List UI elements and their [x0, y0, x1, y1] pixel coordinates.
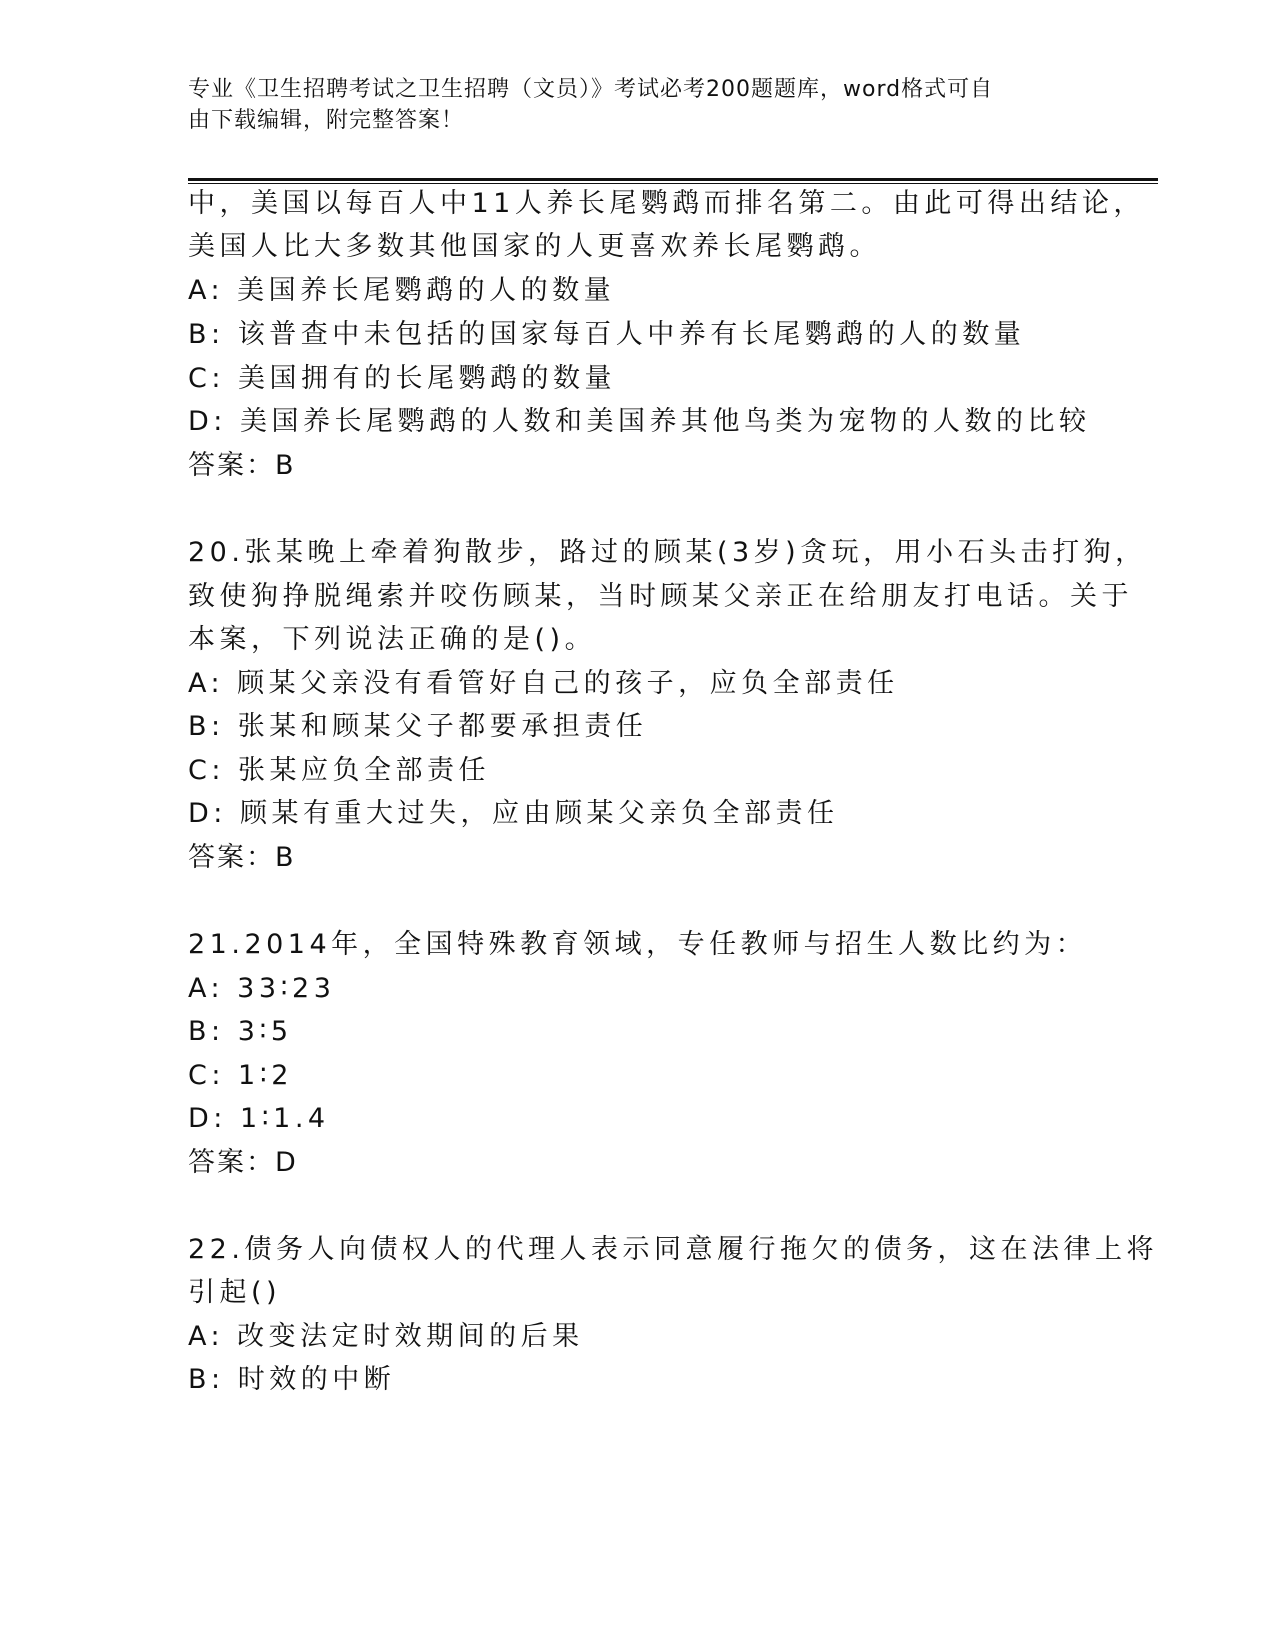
question-20-answer: 答案：B: [188, 842, 296, 873]
page-header: [188, 74, 1068, 136]
question-20-option-d: D: 顾某有重大过失，应由顾某父亲负全部责任: [188, 798, 839, 829]
question-20-text-line-1: 20.张某晚上牵着狗散步，路过的顾某(3岁)贪玩，用小石头击打狗，: [188, 537, 1147, 568]
question-19-text-line-2: 美国人比大多数其他国家的人更喜欢养长尾鹦鹉。: [188, 231, 881, 262]
question-20-option-b: B: 张某和顾某父子都要承担责任: [188, 711, 648, 742]
question-19-option-b: B: 该普查中未包括的国家每百人中养有长尾鹦鹉的人的数量: [188, 319, 1026, 350]
question-19-text-line-1: 中，美国以每百人中11人养长尾鹦鹉而排名第二。由此可得出结论，: [188, 188, 1145, 219]
question-22-option-a: A: 改变法定时效期间的后果: [188, 1321, 584, 1352]
header-line-2: 由下载编辑，附完整答案！: [188, 108, 465, 133]
question-19-option-c: C: 美国拥有的长尾鹦鹉的数量: [188, 363, 617, 394]
question-20-option-c: C: 张某应负全部责任: [188, 755, 491, 786]
question-20-text-line-3: 本案，下列说法正确的是()。: [188, 624, 597, 655]
question-21-option-d: D: 1∶1.4: [188, 1103, 330, 1134]
question-21-option-a: A: 33∶23: [188, 973, 336, 1004]
header-line-1: 专业《卫生招聘考试之卫生招聘（文员）》考试必考200题题库，word格式可自: [188, 77, 994, 102]
question-21-text-line-1: 21.2014年，全国特殊教育领域，专任教师与招生人数比约为：: [188, 929, 1088, 960]
question-22-option-b: B: 时效的中断: [188, 1364, 396, 1395]
header-rule-thick: [188, 178, 1158, 181]
question-20-text-line-2: 致使狗挣脱绳索并咬伤顾某，当时顾某父亲正在给朋友打电话。关于: [188, 581, 1133, 612]
question-22-text-line-2: 引起(): [188, 1277, 282, 1308]
question-22-text-line-1: 22.债务人向债权人的代理人表示同意履行拖欠的债务，这在法律上将: [188, 1234, 1158, 1265]
question-21-option-b: B: 3∶5: [188, 1016, 293, 1047]
question-19-option-d: D: 美国养长尾鹦鹉的人数和美国养其他鸟类为宠物的人数的比较: [188, 406, 1091, 437]
question-21-option-c: C: 1∶2: [188, 1060, 293, 1091]
question-19-option-a: A: 美国养长尾鹦鹉的人的数量: [188, 275, 616, 306]
question-19-answer: 答案：B: [188, 450, 296, 481]
question-21-answer: 答案：D: [188, 1147, 298, 1178]
header-rule-thin: [188, 183, 1158, 184]
question-20-option-a: A: 顾某父亲没有看管好自己的孩子，应负全部责任: [188, 668, 899, 699]
